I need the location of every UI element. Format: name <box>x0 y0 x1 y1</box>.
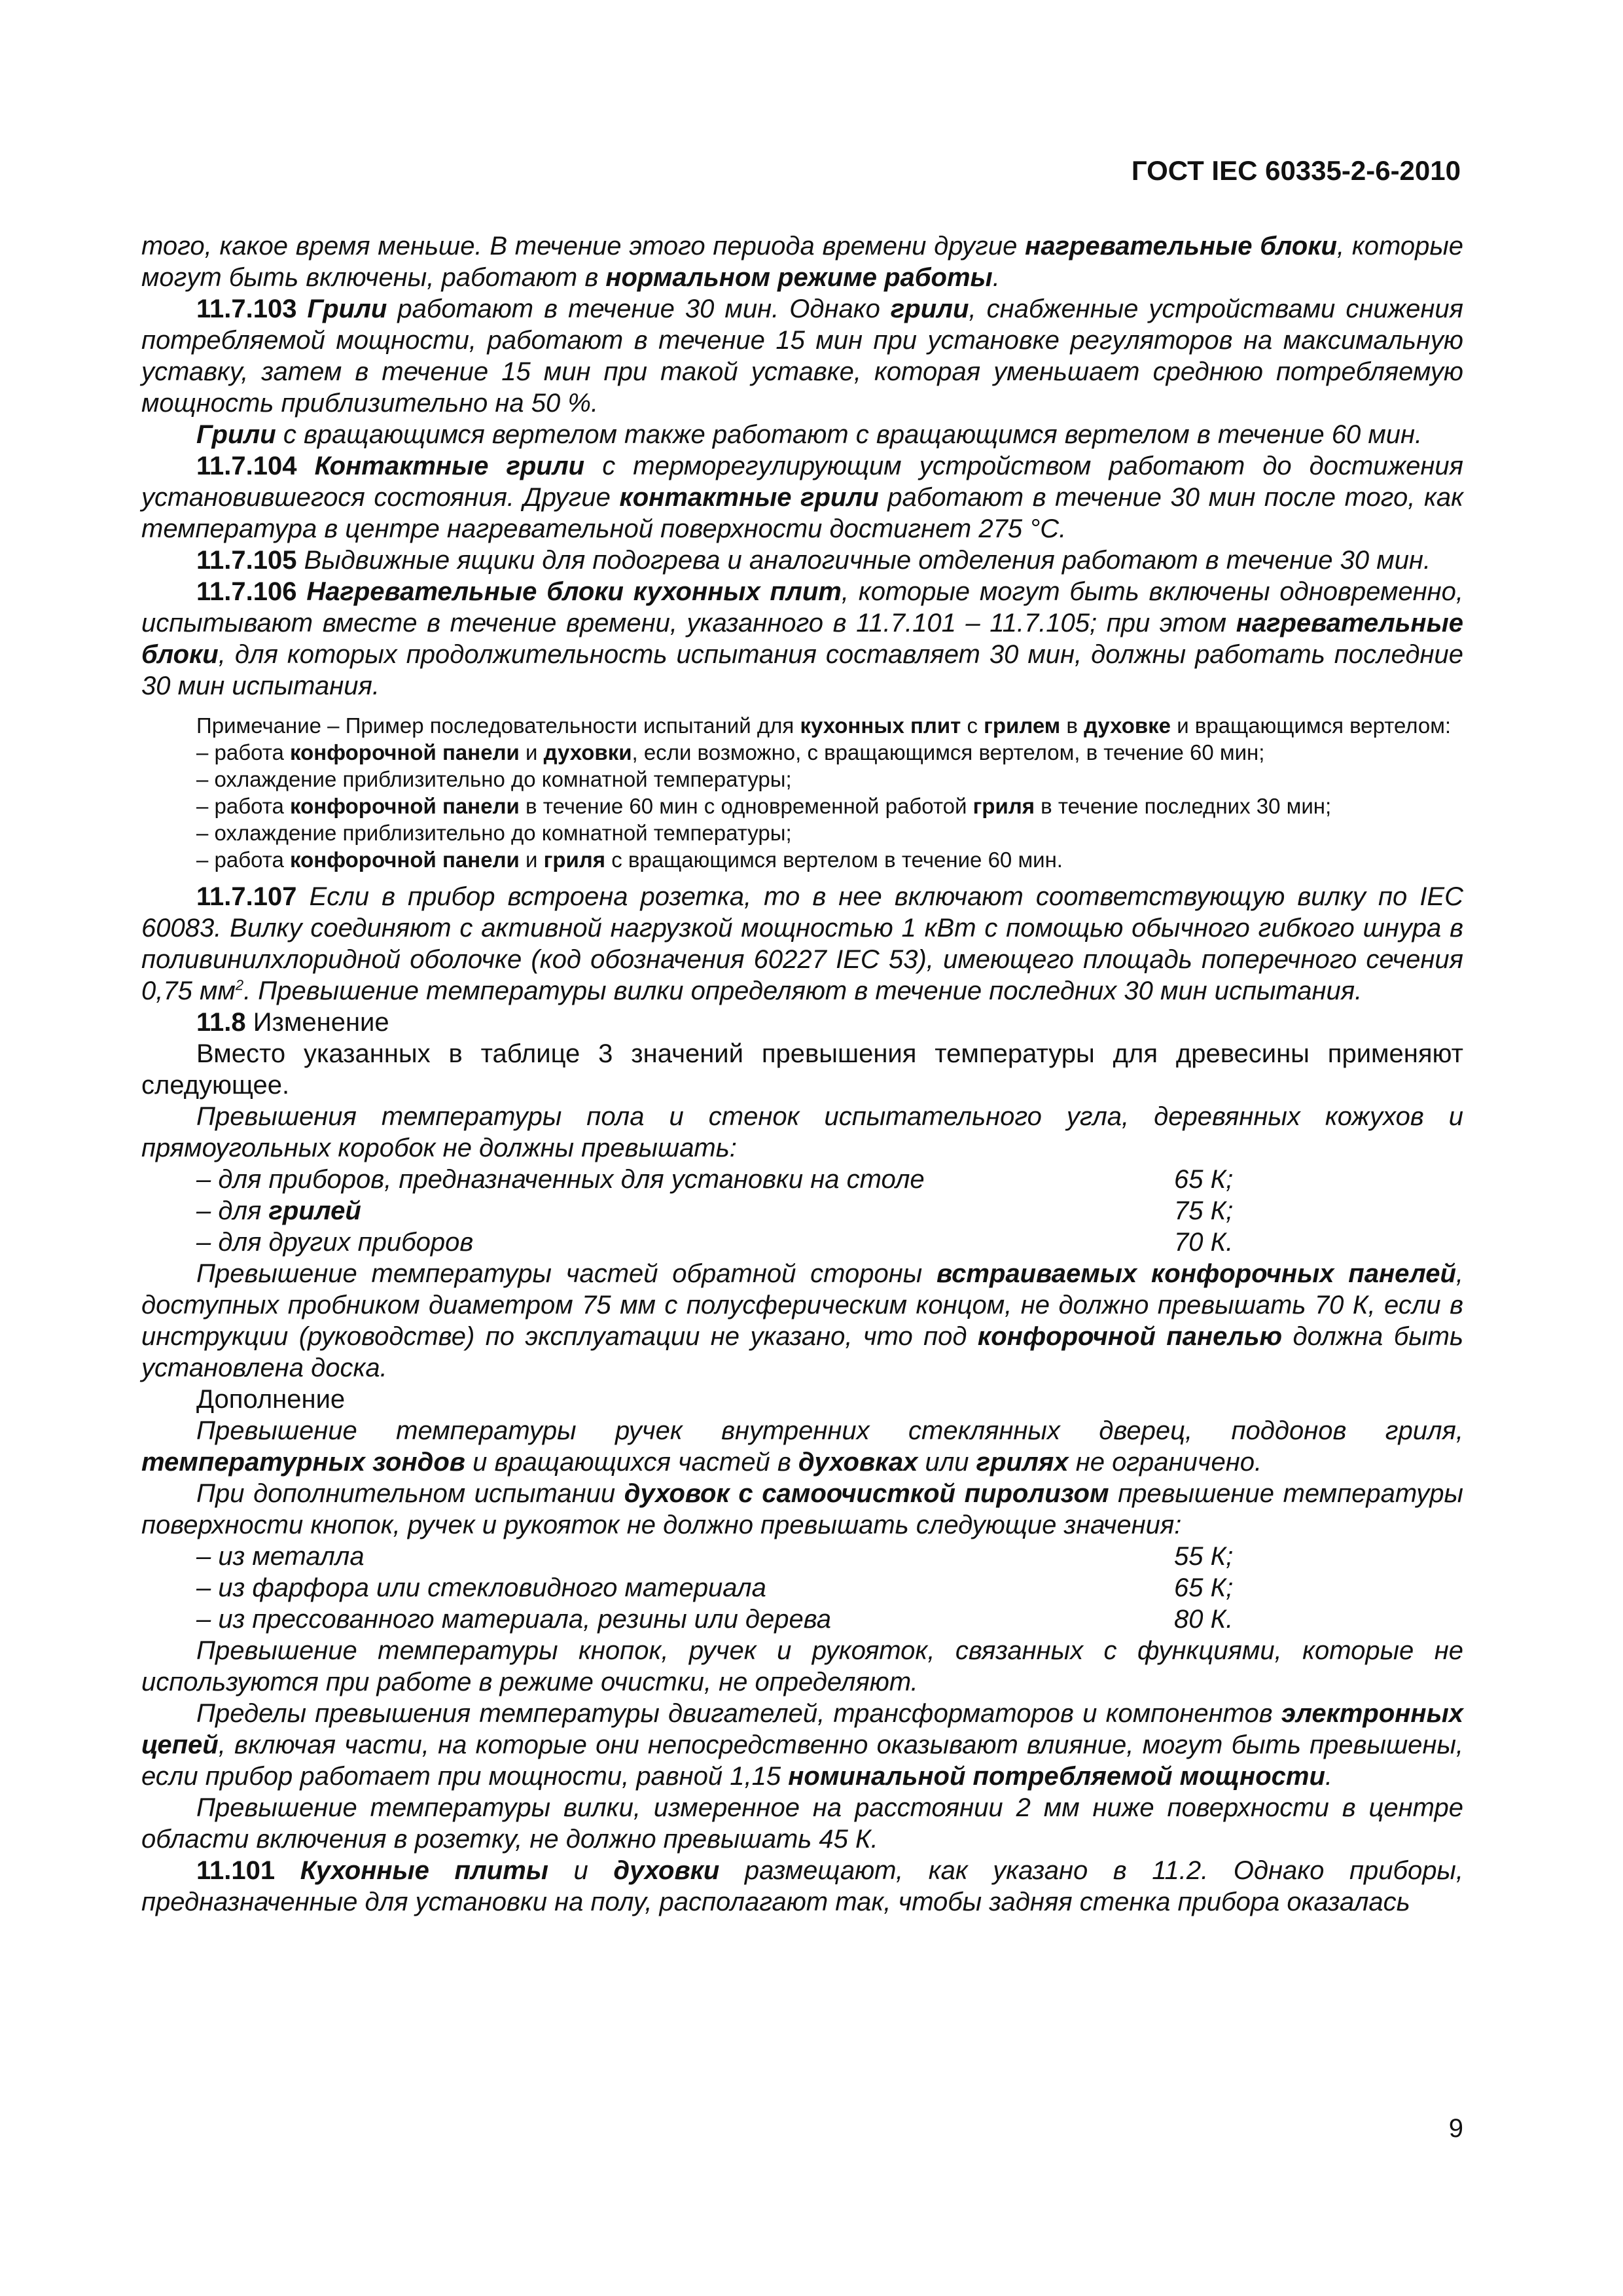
note-step: – работа конфорочной панели и духовки, если возможно, с вращающимся вертелом, в течение 60 мин; <box>196 740 1265 764</box>
list-item: – для приборов, предназначенных для установки на столе 65 К; <box>196 1165 1234 1194</box>
page-number: 9 <box>1448 2114 1463 2143</box>
note-step: – работа конфорочной панели в течение 60 мин с одновременной работой гриля в течение последних 30 мин; <box>196 794 1332 818</box>
paragraph-rear-parts: Превышение температуры частей обратной стороны встраиваемых конфорочных панелей, доступных пробником диаметром 75 мм с полусферическим концом, не должно превышать 70 К, если в инструкции (руководстве) по эксплуатации не указано, что под конфорочной панелью должна быть установлена доска. <box>141 1259 1464 1382</box>
paragraph-handles: Превышение температуры ручек внутренних стеклянных дверец, поддонов гриля, температурных зондов и вращающихся частей в духовках или грилях не ограничено. <box>141 1416 1463 1477</box>
note-block <box>141 712 1463 873</box>
paragraph-addition: Дополнение <box>196 1385 346 1414</box>
list-item: – из фарфора или стекловидного материала 65 К; <box>196 1573 1234 1602</box>
list-item: – для других приборов 70 К. <box>196 1228 1234 1257</box>
note-intro: Примечание – Пример последовательности испытаний для кухонных плит с грилем в духовке и вращающимся вертелом: <box>196 713 1452 738</box>
paragraph-limits: Пределы превышения температуры двигателей, трансформаторов и компонентов электронных цепей, включая части, на которые они непосредственно оказывают влияние, могут быть превышены, если прибор работает при мощности, равной 1,15 номинальной потребляемой мощности. <box>141 1699 1463 1791</box>
clause-11-7-106: 11.7.106 Нагревательные блоки кухонных плит, которые могут быть включены одновременно, испытывают вместе в течение времени, указанного в 11.7.101 – 11.7.105; при этом нагревательные блоки, для которых продолжительность испытания составляет 30 мин, должны работать последние 30 мин испытания. <box>141 577 1463 700</box>
list-item: – из металла 55 К; <box>196 1542 1234 1571</box>
note-step: – работа конфорочной панели и гриля с вращающимся вертелом в течение 60 мин. <box>196 848 1063 872</box>
clause-11-7-103: 11.7.103 Грили работают в течение 30 мин. Однако грили, снабженные устройствами снижения потребляемой мощности, работают в течение 15 мин при установке регуляторов на максимальную уставку, затем в течение 15 мин при такой уставке, которая уменьшает среднюю потребляемую мощность приблизительно на 50 %. <box>141 295 1463 418</box>
document-body <box>141 230 1463 1918</box>
floor-limits-list <box>141 1164 1463 1258</box>
document-header: ГОСТ IEC 60335-2-6-2010 <box>1131 155 1461 186</box>
list-item: – для грилей 75 К; <box>196 1196 1234 1225</box>
paragraph-continuation: того, какое время меньше. В течение этого периода времени другие нагревательные блоки, которые могут быть включены, работают в нормальном режиме работы. <box>141 232 1464 292</box>
clause-11-7-107: 11.7.107 Если в прибор встроена розетка, то в нее включают соответствующую вилку по IEC 60083. Вилку соединяют с активной нагрузкой мощностью 1 кВт с помощью обычного гибкого шнура в поливинилхлоридной оболочке (код обозначения 60227 IEC 53), имеющего площадь поперечного сечения 0,75 $мм^2$. Превышение температуры вилки определяют в течение последних 30 мин испытания. <box>141 882 1463 1005</box>
note-step: – охлаждение приблизительно до комнатной температуры; <box>196 767 792 791</box>
list-item: – из прессованного материала, резины или дерева 80 К. <box>196 1605 1234 1634</box>
pyrolysis-limits-list <box>141 1541 1463 1635</box>
paragraph-grill-spit: Грили с вращающимся вертелом также работают с вращающимся вертелом в течение 60 мин. <box>196 420 1423 449</box>
paragraph-floor-limits: Превышения температуры пола и стенок испытательного угла, деревянных кожухов и прямоугольных коробок не должны превышать: <box>141 1102 1463 1162</box>
paragraph-knobs: Превышение температуры кнопок, ручек и рукояток, связанных с функциями, которые не используются при работе в режиме очистки, не определяют. <box>141 1636 1463 1696</box>
clause-11-7-105: 11.7.105 Выдвижные ящики для подогрева и аналогичные отделения работают в течение 30 мин. <box>196 546 1431 575</box>
note-step: – охлаждение приблизительно до комнатной температуры; <box>196 821 792 845</box>
paragraph-plug: Превышение температуры вилки, измеренное на расстоянии 2 мм ниже поверхности в центре области включения в розетку, не должно превышать 45 К. <box>141 1793 1463 1854</box>
clause-11-7-104: 11.7.104 Контактные грили с терморегулирующим устройством работают до достижения установившегося состояния. Другие контактные грили работают в течение 30 мин после того, как температура в центре нагревательной поверхности достигнет 275 °С. <box>141 452 1463 543</box>
paragraph-replacement: Вместо указанных в таблице 3 значений превышения температуры для древесины применяют следующее. <box>141 1039 1463 1100</box>
paragraph-pyrolysis: При дополнительном испытании духовок с самоочисткой пиролизом превышение температуры поверхности кнопок, ручек и рукояток не должно превышать следующие значения: <box>141 1479 1463 1539</box>
clause-11-8: 11.8 Изменение <box>196 1008 389 1037</box>
clause-11-101: 11.101 Кухонные плиты и духовки размещают, как указано в 11.2. Однако приборы, предназначенные для установки на полу, располагают так, чтобы задняя стенка прибора оказалась <box>141 1856 1463 1916</box>
